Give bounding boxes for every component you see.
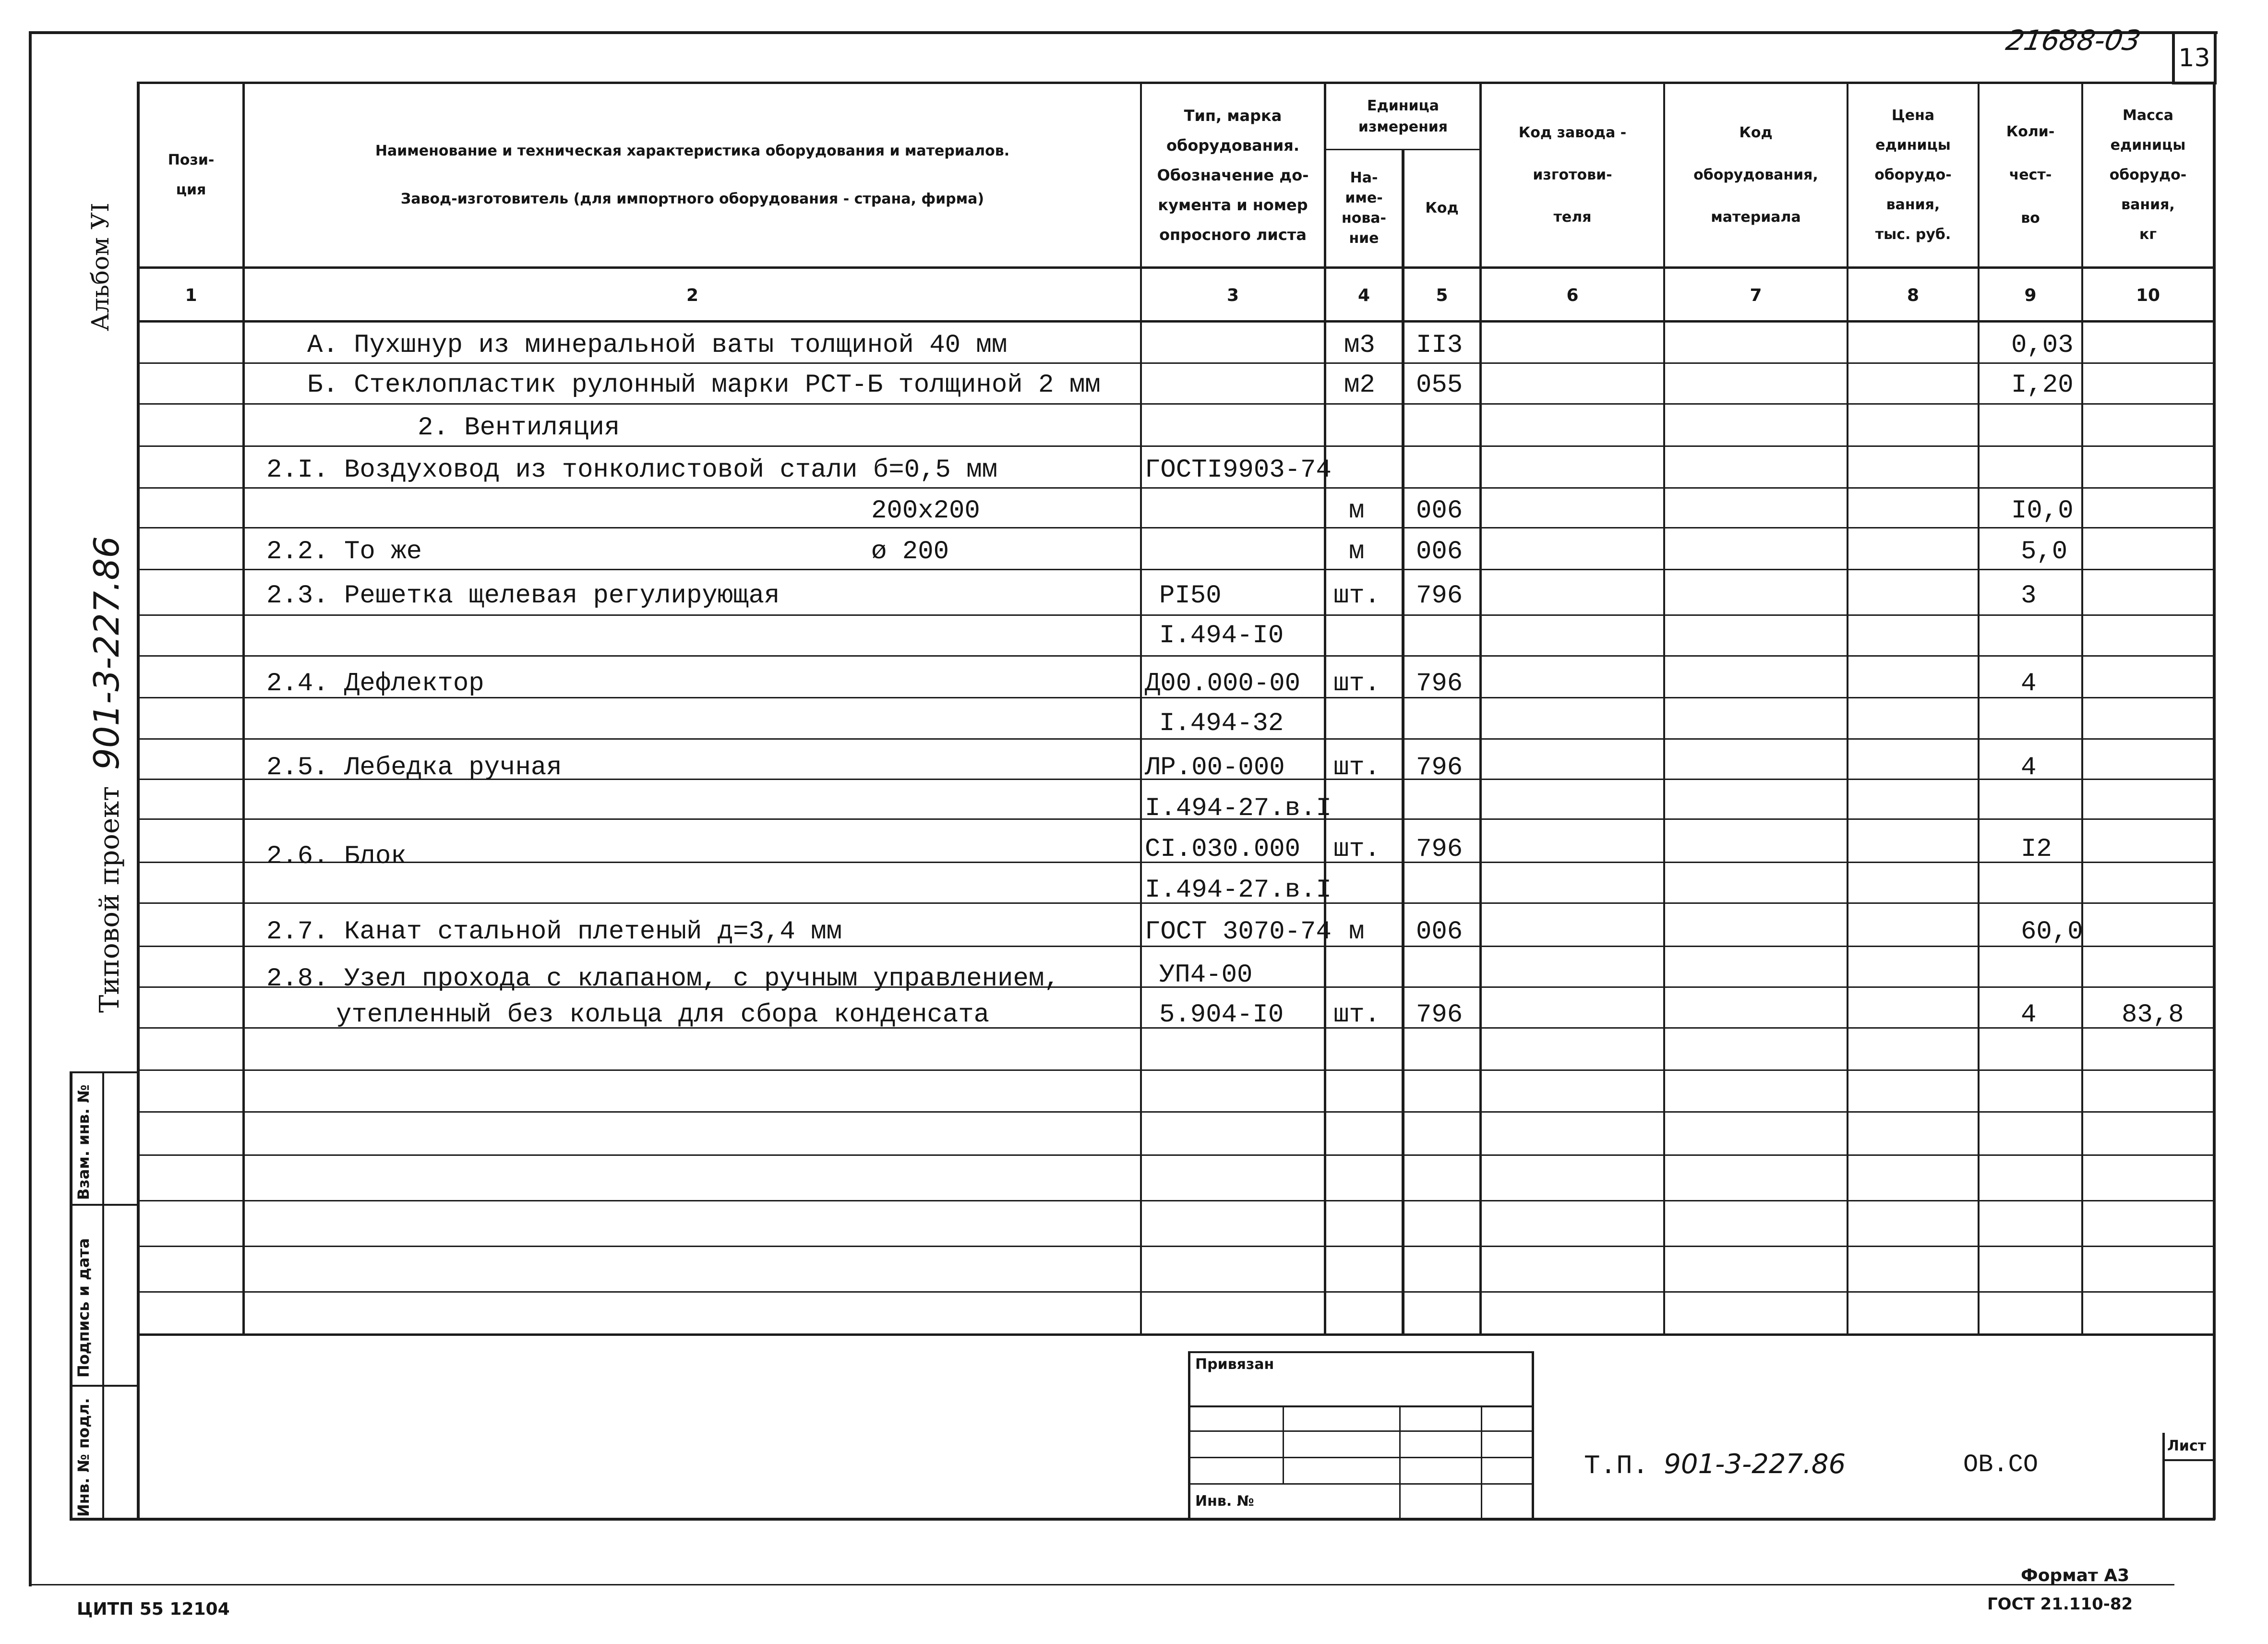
col-number: 10 [2136, 285, 2160, 305]
row-line [137, 569, 2215, 570]
project-label [86, 536, 127, 1013]
item-type: ГОСТI9903-74 [1145, 456, 1332, 485]
item-code: 796 [1416, 753, 1463, 782]
item-name: 2.2. То же [266, 537, 422, 566]
item-unit: шт. [1333, 1000, 1380, 1030]
inv-no-label: Инв. № [1195, 1493, 1254, 1510]
item-qty: 4 [2021, 753, 2037, 782]
format-label: Формат А3 [2021, 1566, 2130, 1585]
item-name: А. Пухшнур из минеральной ваты толщиной 40 мм [307, 331, 1008, 360]
item-unit: м [1349, 496, 1365, 526]
item-type: I.494-32 [1159, 709, 1284, 738]
item-code: 796 [1416, 1000, 1463, 1030]
row-line [137, 1246, 2215, 1247]
col-number: 7 [1750, 285, 1762, 305]
item-type: I.494-27.в.I [1145, 876, 1332, 905]
item-unit: шт. [1333, 581, 1380, 611]
header-type: Тип, марка оборудования. Обозначение до- кумента и номер опросного листа [1157, 107, 1309, 244]
item-unit: шт. [1333, 753, 1380, 782]
item-qty: 0,03 [2011, 331, 2074, 360]
header-name: Наименование и техническая характеристика оборудования и материалов. Завод-изготовитель (для импортного оборудования - страна, фирма) [375, 143, 1010, 207]
item-name: 2.6. Блок [266, 842, 407, 871]
privyazan-label: Привязан [1195, 1356, 1274, 1373]
sheet-number: 13 [2178, 44, 2210, 72]
item-code: 006 [1416, 496, 1463, 526]
item-name: 2.4. Дефлектор [266, 669, 484, 698]
col-number: 9 [2024, 285, 2037, 305]
list-label: Лист [2167, 1438, 2207, 1454]
item-name-extra: ø 200 [871, 537, 949, 566]
item-name: 2.8. Узел прохода с клапаном, с ручным управлением, [266, 964, 1060, 994]
row-line [137, 1200, 2215, 1201]
item-code: 796 [1416, 581, 1463, 611]
item-mass: 83,8 [2122, 1000, 2184, 1030]
col-number: 8 [1907, 285, 1920, 305]
header-equipment-code: Код оборудования, материала [1693, 124, 1818, 226]
item-qty: 3 [2021, 581, 2037, 611]
header-mass: Масса единицы оборудо- вания, кг [2109, 107, 2187, 243]
item-name: 2.3. Решетка щелевая регулирующая [266, 581, 780, 611]
item-unit: шт. [1333, 835, 1380, 864]
item-qty: I0,0 [2011, 496, 2074, 526]
header-unit-name: На- име- нова- ние [1341, 169, 1387, 247]
header-unit-code: Код [1425, 200, 1459, 216]
item-code: 796 [1416, 669, 1463, 698]
item-type: PI50 [1159, 581, 1222, 611]
item-qty: 60,0 [2021, 917, 2083, 947]
item-unit: шт. [1333, 669, 1380, 698]
item-qty: 5,0 [2021, 537, 2068, 566]
tp-label: Т.П. [1584, 1451, 1649, 1481]
row-line [137, 738, 2215, 740]
item-type: 5.904-I0 [1159, 1000, 1284, 1030]
project-number: 901-3-227.86 [86, 536, 127, 770]
item-code: 006 [1416, 917, 1463, 947]
section-title: 2. Вентиляция [418, 413, 620, 443]
item-name: 200х200 [871, 496, 980, 526]
item-code: II3 [1416, 331, 1463, 360]
item-code: 006 [1416, 537, 1463, 566]
item-qty: 4 [2021, 1000, 2037, 1030]
item-name: 2.5. Лебедка ручная [266, 753, 562, 782]
header-price: Цена единицы оборудо- вания, тыс. руб. [1874, 107, 1952, 243]
item-unit: м2 [1344, 371, 1375, 400]
tp-designation [1584, 1449, 1846, 1481]
item-name: Б. Стеклопластик рулонный марки РСТ-Б толщиной 2 мм [307, 371, 1101, 400]
header-unit: Единица измерения [1358, 97, 1448, 135]
tp-number: 901-3-227.86 [1664, 1449, 1846, 1480]
row-line [137, 527, 2215, 528]
gost-label: ГОСТ 21.110-82 [1987, 1595, 2133, 1614]
item-name: 2.7. Канат стальной плетеный д=3,4 мм [266, 917, 842, 947]
col-number: 5 [1436, 285, 1448, 305]
inv-orig-label: Инв. № подл. [74, 1398, 93, 1517]
row-line [137, 403, 2215, 405]
row-line [137, 1111, 2215, 1113]
replace-inv-label: Взам. инв. № [74, 1084, 93, 1200]
item-qty: I2 [2021, 835, 2052, 864]
row-line [137, 487, 2215, 489]
album-label: Альбом УI [86, 203, 114, 331]
header-position: Пози- ция [168, 152, 215, 198]
item-type: I.494-I0 [1159, 621, 1284, 650]
row-line [137, 1291, 2215, 1293]
item-qty: 4 [2021, 669, 2037, 698]
item-code: 796 [1416, 835, 1463, 864]
footer-rule [29, 1584, 2174, 1585]
sheet-code: ОВ.СО [1963, 1451, 2039, 1479]
item-name: утепленный без кольца для сбора конденсата [336, 1000, 990, 1030]
header-factory-code: Код завода - изготови- теля [1518, 124, 1627, 226]
col-number: 6 [1566, 285, 1579, 305]
doc-number: 21688-03 [2004, 24, 2144, 57]
item-type: CI.030.000 [1145, 835, 1301, 864]
row-line [137, 1069, 2215, 1071]
item-type: I.494-27.в.I [1145, 794, 1332, 823]
item-type: ГОСТ 3070-74 [1145, 917, 1332, 947]
item-name: 2.I. Воздуховод из тонколистовой стали б=0,5 мм [266, 456, 998, 485]
col-number: 1 [185, 285, 197, 305]
item-unit: м [1349, 917, 1365, 947]
row-line [137, 655, 2215, 657]
item-type: УП4-00 [1159, 960, 1253, 990]
row-line [137, 445, 2215, 447]
item-type: ЛР.00-000 [1145, 753, 1285, 782]
sign-date-label: Подпись и дата [74, 1238, 93, 1378]
item-unit: м3 [1344, 331, 1375, 360]
header-quantity: Коли- чест- во [2006, 123, 2055, 227]
col-number: 3 [1226, 285, 1239, 305]
col-number: 4 [1357, 285, 1370, 305]
project-prefix: Типовой проект [94, 786, 125, 1013]
item-type: Д00.000-00 [1145, 669, 1301, 698]
footer-left: ЦИТП 55 12104 [77, 1599, 230, 1619]
row-line [137, 362, 2215, 364]
row-line [137, 614, 2215, 616]
item-qty: I,20 [2011, 371, 2074, 400]
row-line [137, 1154, 2215, 1156]
item-unit: м [1349, 537, 1365, 566]
col-number: 2 [686, 285, 699, 305]
item-code: 055 [1416, 371, 1463, 400]
